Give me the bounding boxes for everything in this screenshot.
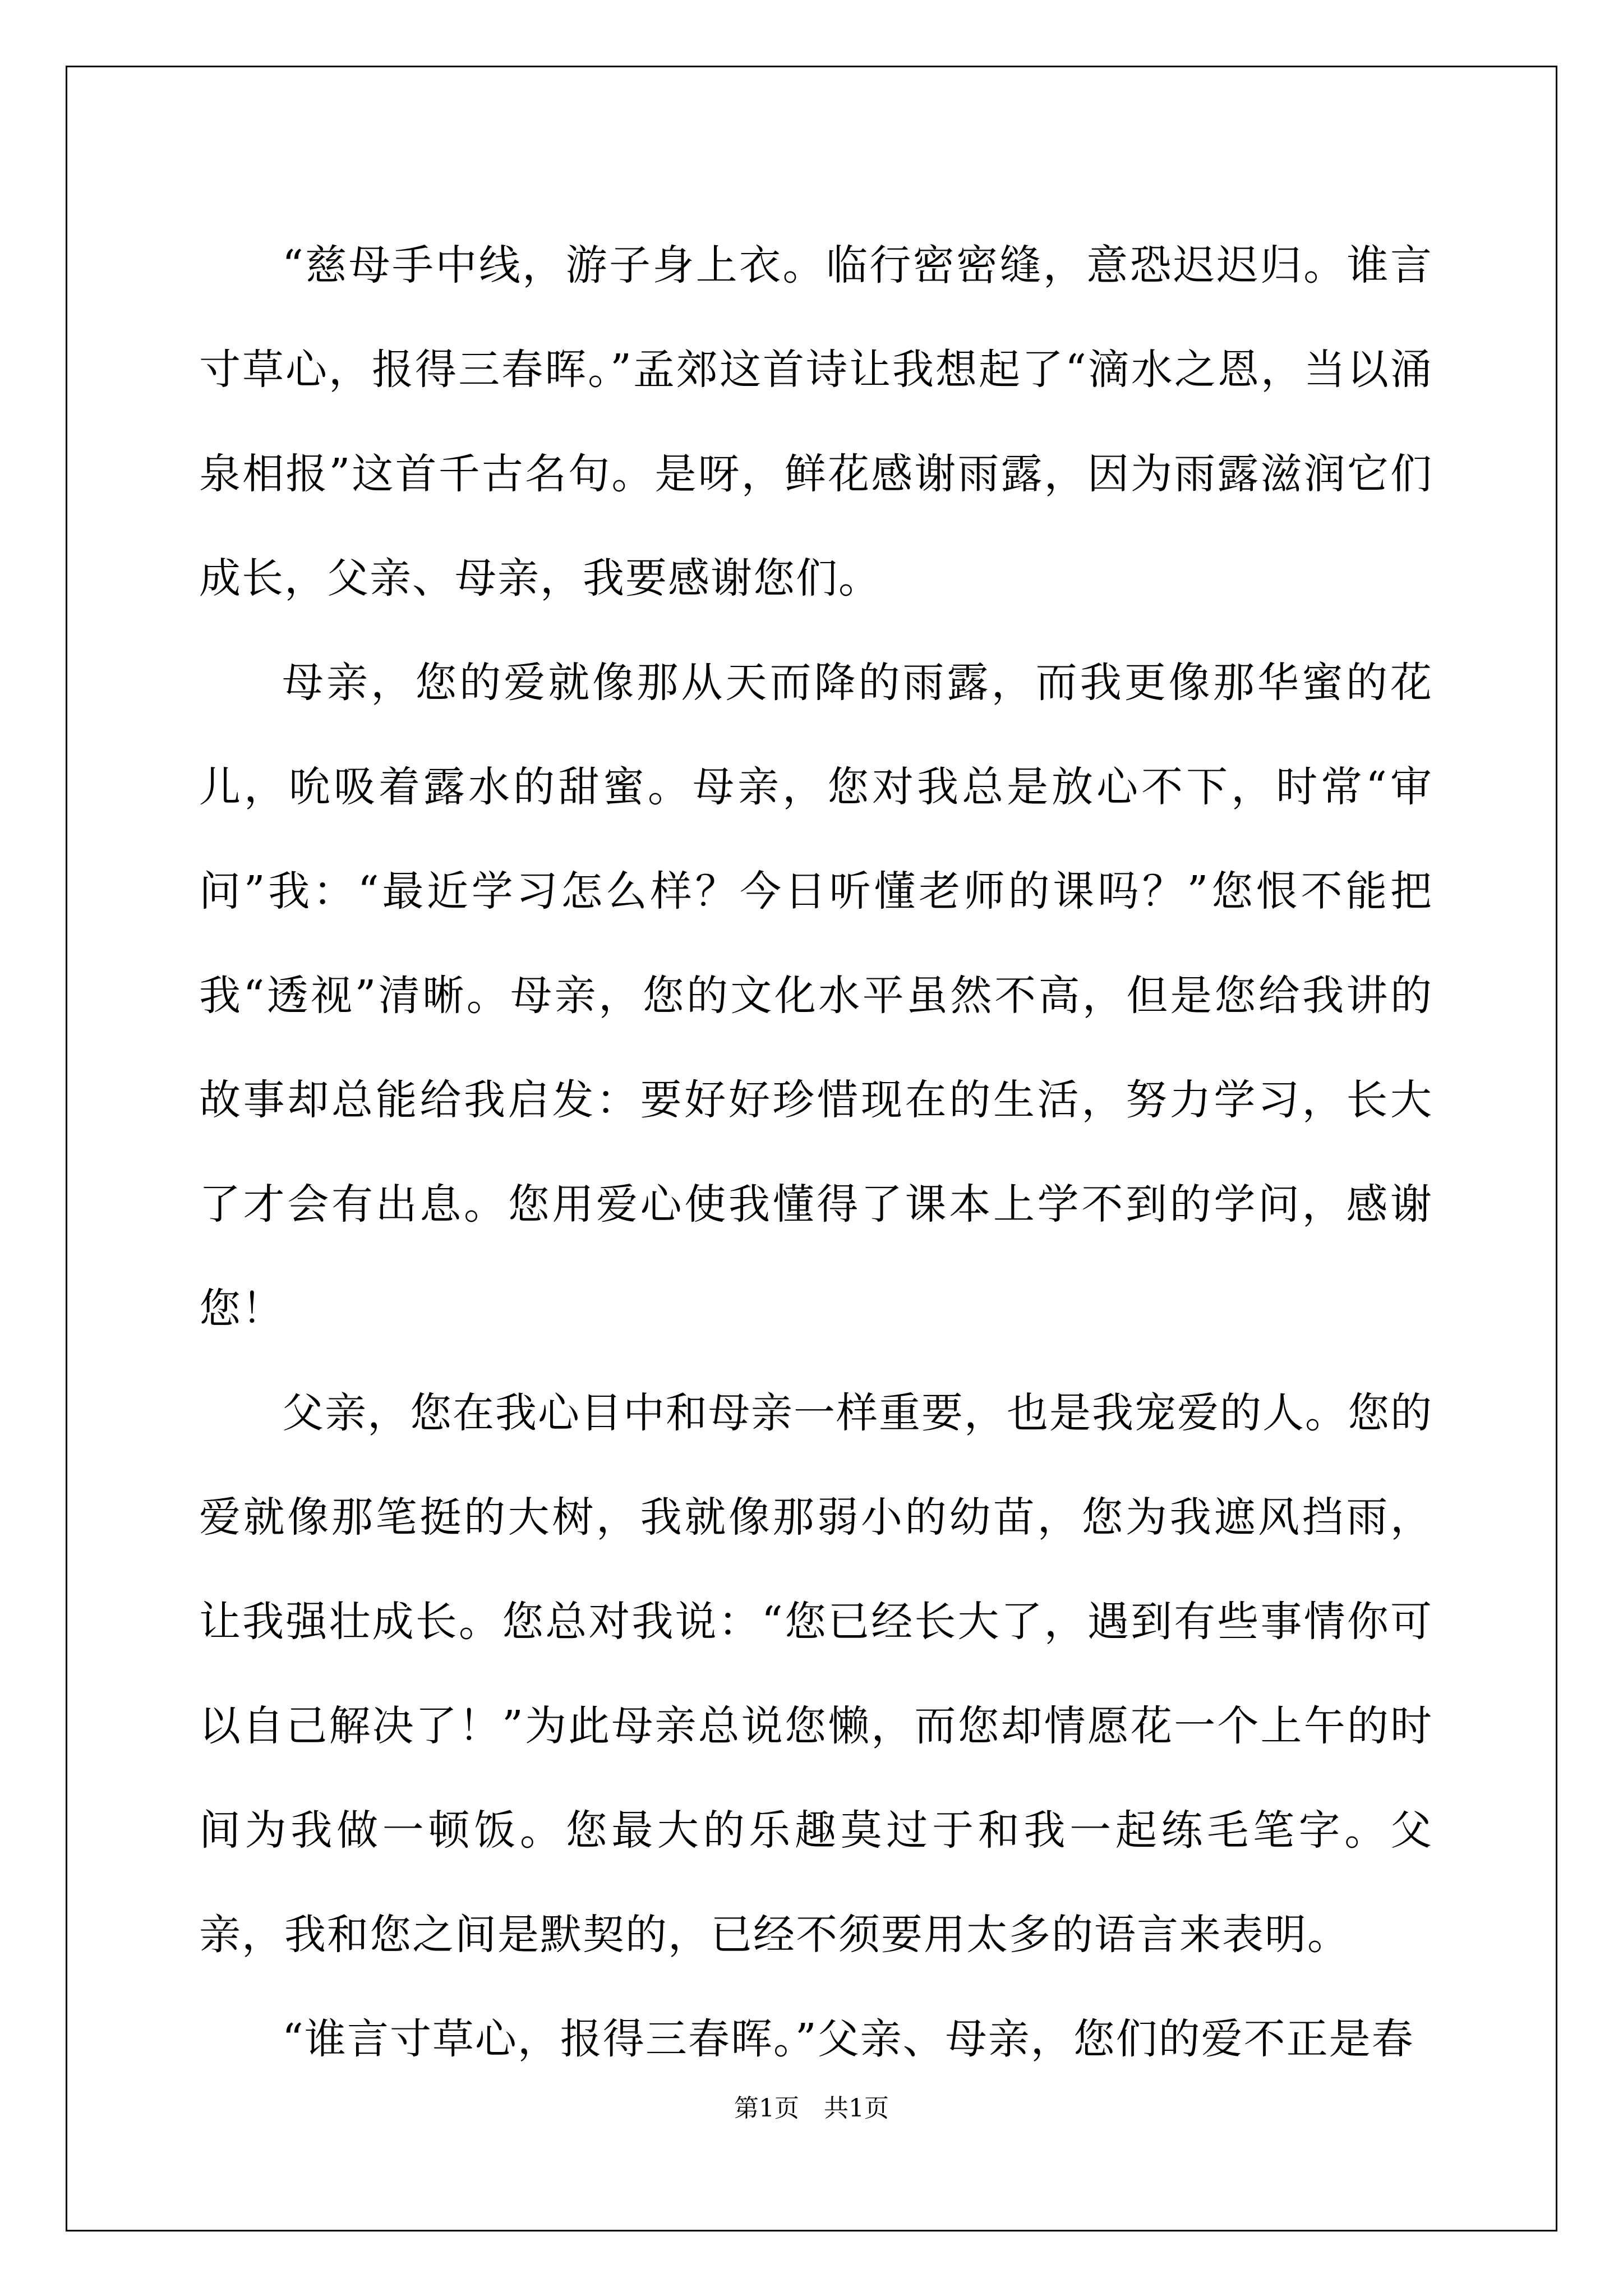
paragraph-2: 母亲，您的爱就像那从天而降的雨露，而我更像那华蜜的花儿，吮吸着露水的甜蜜。母亲，您对我总是放心不下，时常“审问”我：“最近学习怎么样？今日听懂老师的课吗？”您恨不能把我“透视”清晰。母亲，您的文化水平虽然不高，但是您给我讲的故事却总能给我启发：要好好珍惜现在的生活，努力学习，长大了才会有出息。您用爱心使我懂得了课本上学不到的学问，感谢您！ [199, 659, 1433, 1333]
page-total: 共1页 [824, 2094, 889, 2123]
document-body [199, 213, 1433, 2091]
paragraph-1: “慈母手中线，游子身上衣。临行密密缝，意恐迟迟归。谁言寸草心，报得三春晖。”孟郊这首诗让我想起了“滴水之恩，当以涌泉相报”这首千古名句。是呀，鲜花感谢雨露，因为雨露滋润它们成长，父亲、母亲，我要感谢您们。 [199, 241, 1433, 602]
paragraph-3: 父亲，您在我心目中和母亲一样重要，也是我宠爱的人。您的爱就像那笔挺的大树，我就像那弱小的幼苗，您为我遮风挡雨，让我强壮成长。您总对我说：“您已经长大了，遇到有些事情你可以自己解决了！”为此母亲总说您懒，而您却情愿花一个上午的时间为我做一顿饭。您最大的乐趣莫过于和我一起练毛笔字。父亲，我和您之间是默契的，已经不须要用太多的语言来表明。 [199, 1389, 1433, 1959]
paragraph-4: “谁言寸草心，报得三春晖。”父亲、母亲，您们的爱不正是春 [282, 2015, 1414, 2063]
page-footer [0, 2092, 1623, 2125]
page-number: 第1页 [734, 2094, 799, 2123]
